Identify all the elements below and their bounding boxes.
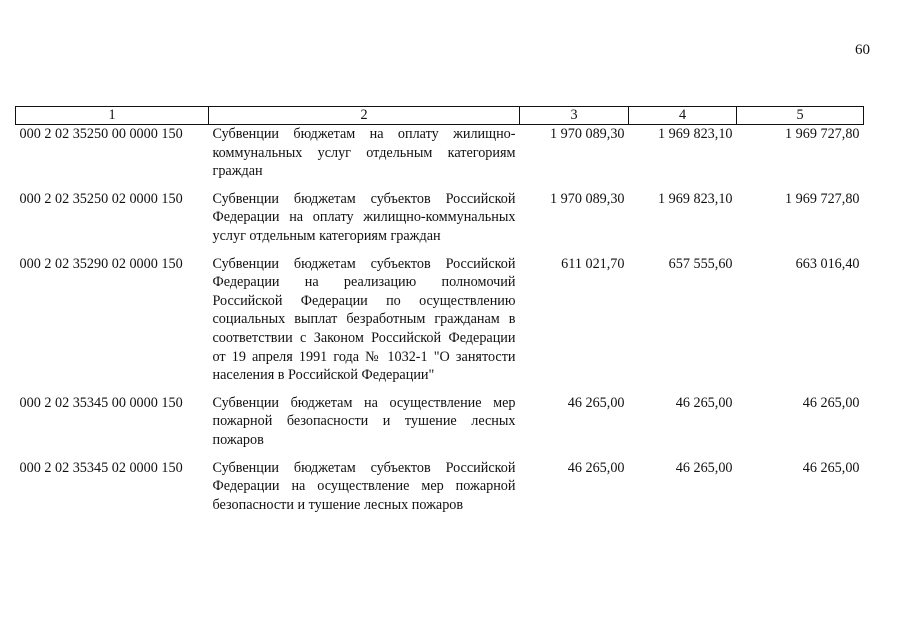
table-row	[16, 255, 864, 394]
row-description: Субвенции бюджетам субъектов Российской Федерации на реализацию полномочий Российской Федерации по осуществлению социальных выплат безработным гражданам в соответствии с Законом Российской Федерации от 19 апреля 1991 года № 1032-1 "О занятости населения в Российской Федерации"	[212, 255, 516, 384]
column-header-5: 5	[737, 107, 864, 125]
column-header-3: 3	[520, 107, 629, 125]
amount-col5: 46 265,00	[802, 459, 860, 476]
budget-code: 000 2 02 35250 00 0000 150	[19, 126, 183, 142]
amount-col3: 1 970 089,30	[550, 190, 625, 207]
budget-table	[15, 106, 864, 523]
row-description: Субвенции бюджетам на осуществление мер пожарной безопасности и тушение лесных пожаров	[212, 394, 516, 448]
row-description: Субвенции бюджетам субъектов Российской Федерации на осуществление мер пожарной безопасности и тушение лесных пожаров	[212, 459, 516, 513]
budget-code: 000 2 02 35250 02 0000 150	[19, 190, 183, 207]
amount-col4: 1 969 823,10	[658, 190, 733, 207]
table-row	[16, 394, 864, 459]
table-row	[16, 125, 864, 190]
budget-code: 000 2 02 35345 00 0000 150	[19, 394, 183, 411]
amount-col3: 46 265,00	[567, 459, 625, 476]
header-row	[16, 107, 864, 125]
amount-col4: 657 555,60	[668, 255, 733, 272]
amount-col3: 611 021,70	[561, 255, 625, 272]
row-description: Субвенции бюджетам субъектов Российской Федерации на оплату жилищно-коммунальных услуг отдельным категориям граждан	[212, 190, 516, 244]
column-header-2: 2	[209, 107, 520, 125]
amount-col4: 46 265,00	[675, 394, 733, 411]
amount-col4: 46 265,00	[675, 459, 733, 476]
table-row	[16, 190, 864, 255]
table-row	[16, 459, 864, 524]
page-number: 60	[855, 42, 870, 58]
column-header-4: 4	[629, 107, 737, 125]
amount-col5: 1 969 727,80	[785, 190, 860, 207]
amount-col5: 1 969 727,80	[785, 126, 860, 142]
row-description: Субвенции бюджетам на оплату жилищно-коммунальных услуг отдельным категориям граждан	[212, 126, 516, 180]
amount-col4: 1 969 823,10	[658, 126, 733, 142]
budget-code: 000 2 02 35345 02 0000 150	[19, 459, 183, 476]
amount-col5: 663 016,40	[795, 255, 860, 272]
amount-col5: 46 265,00	[802, 394, 860, 411]
budget-code: 000 2 02 35290 02 0000 150	[19, 255, 183, 272]
amount-col3: 1 970 089,30	[550, 126, 625, 142]
amount-col3: 46 265,00	[567, 394, 625, 411]
column-header-1: 1	[16, 107, 209, 125]
